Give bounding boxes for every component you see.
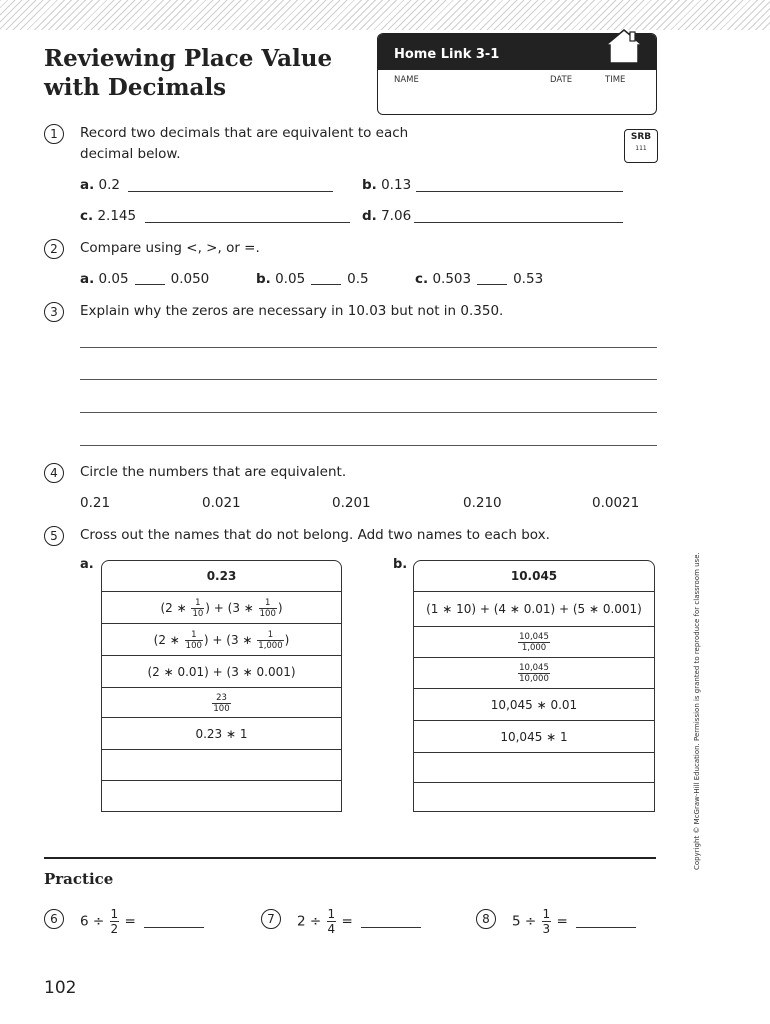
practice-problem-6: 6 ÷ $\frac{1}{2}$ = xyxy=(80,907,204,936)
q1-item-c: c. 2.145 xyxy=(80,208,137,224)
q4-number-option[interactable]: 0.201 xyxy=(332,495,371,511)
q5-box-a-letter: a. xyxy=(80,557,94,572)
q4-number-option[interactable]: 0.021 xyxy=(202,495,241,511)
q1-answer-line-b[interactable] xyxy=(416,191,623,192)
q1-text-line-1: Record two decimals that are equivalent to each xyxy=(80,125,409,141)
q1-item-a: a. 0.2 xyxy=(80,177,121,193)
time-field-label: TIME xyxy=(605,75,626,85)
practice-heading: Practice xyxy=(44,870,114,888)
practice-problem-7: 2 ÷ $\frac{1}{4}$ = xyxy=(297,907,421,936)
practice-answer-blank-6[interactable] xyxy=(144,927,204,928)
question-number-7: 7 xyxy=(261,909,281,929)
q1-answer-line-a[interactable] xyxy=(128,191,333,192)
title-line-1: Reviewing Place Value xyxy=(44,45,333,72)
question-number-2: 2 xyxy=(44,239,64,259)
q2-blank-c[interactable] xyxy=(477,284,507,285)
box-a-entry[interactable]: 0.23 ∗ 1 xyxy=(102,717,341,749)
box-b-entry[interactable]: (1 ∗ 10) + (4 ∗ 0.01) + (5 ∗ 0.001) xyxy=(414,591,654,626)
name-collection-box-a xyxy=(101,560,342,812)
q2-blank-a[interactable] xyxy=(135,284,165,285)
question-number-8: 8 xyxy=(476,909,496,929)
home-icon xyxy=(603,27,645,65)
practice-answer-blank-8[interactable] xyxy=(576,927,636,928)
q1-text-line-2: decimal below. xyxy=(80,146,181,162)
box-b-blank-entry[interactable] xyxy=(414,752,654,782)
srb-book-icon xyxy=(624,129,658,163)
q4-number-option[interactable]: 0.210 xyxy=(463,495,502,511)
box-a-header: 0.23 xyxy=(206,569,237,583)
box-b-entry[interactable]: $\frac{10,045}{10,000}$ xyxy=(414,657,654,688)
practice-problem-8: 5 ÷ $\frac{1}{3}$ = xyxy=(512,907,636,936)
question-number-1: 1 xyxy=(44,124,64,144)
q2-item-b: b. 0.05 0.5 xyxy=(256,271,369,287)
q1-answer-line-d[interactable] xyxy=(414,222,623,223)
box-a-blank-entry[interactable] xyxy=(102,749,341,780)
question-number-3: 3 xyxy=(44,302,64,322)
practice-answer-blank-7[interactable] xyxy=(361,927,421,928)
box-b-entry[interactable]: 10,045 ∗ 1 xyxy=(414,720,654,752)
q5-text: Cross out the names that do not belong. Add two names to each box. xyxy=(80,527,550,543)
q4-number-option[interactable]: 0.21 xyxy=(80,495,111,511)
question-number-5: 5 xyxy=(44,526,64,546)
q3-writing-line[interactable] xyxy=(80,347,657,348)
q5-box-b-letter: b. xyxy=(393,557,408,572)
box-b-entry[interactable]: 10,045 ∗ 0.01 xyxy=(414,688,654,720)
q2-item-a: a. 0.05 0.050 xyxy=(80,271,210,287)
date-field-label: DATE xyxy=(550,75,573,85)
srb-page: 111 xyxy=(635,145,647,152)
q3-text: Explain why the zeros are necessary in 10.03 but not in 0.350. xyxy=(80,303,504,319)
q2-item-c: c. 0.503 0.53 xyxy=(415,271,544,287)
q4-number-option[interactable]: 0.0021 xyxy=(592,495,640,511)
q4-text: Circle the numbers that are equivalent. xyxy=(80,464,347,480)
header-hatch-band xyxy=(0,0,770,30)
practice-divider xyxy=(44,857,656,859)
q3-writing-line[interactable] xyxy=(80,412,657,413)
title-line-2: with Decimals xyxy=(44,74,227,101)
box-b-entry[interactable]: $\frac{10,045}{1,000}$ xyxy=(414,626,654,657)
question-number-4: 4 xyxy=(44,463,64,483)
q3-writing-line[interactable] xyxy=(80,379,657,380)
q3-writing-line[interactable] xyxy=(80,445,657,446)
q2-blank-b[interactable] xyxy=(311,284,341,285)
srb-label: SRB xyxy=(630,132,652,142)
name-field-label: NAME xyxy=(394,75,419,85)
name-collection-box-b xyxy=(413,560,655,812)
question-number-6: 6 xyxy=(44,909,64,929)
box-a-entry[interactable]: (2 ∗ $\frac{1}{100}$ ) + (3 ∗ $\frac{1}{1,000}$ ) xyxy=(102,623,341,655)
q2-text: Compare using <, >, or =. xyxy=(80,240,260,256)
box-a-entry[interactable]: (2 ∗ 0.01) + (3 ∗ 0.001) xyxy=(102,655,341,687)
q1-answer-line-c[interactable] xyxy=(145,222,350,223)
box-a-entry[interactable]: (2 ∗ $\frac{1}{10}$ ) + (3 ∗ $\frac{1}{100}$ ) xyxy=(102,591,341,623)
box-a-entry[interactable]: $\frac{23}{100}$ xyxy=(102,687,341,717)
box-a-blank-entry[interactable] xyxy=(102,780,341,811)
q1-item-d: d. 7.06 xyxy=(362,208,412,224)
copyright-notice: Copyright © McGraw-Hill Education. Permission is granted to reproduce for classroom use. xyxy=(693,552,701,870)
q1-item-b: b. 0.13 xyxy=(362,177,412,193)
home-link-title: Home Link 3-1 xyxy=(394,47,500,62)
page-title xyxy=(44,44,332,102)
box-b-header: 10.045 xyxy=(510,569,558,583)
box-b-blank-entry[interactable] xyxy=(414,782,654,811)
page-number: 102 xyxy=(44,978,77,998)
